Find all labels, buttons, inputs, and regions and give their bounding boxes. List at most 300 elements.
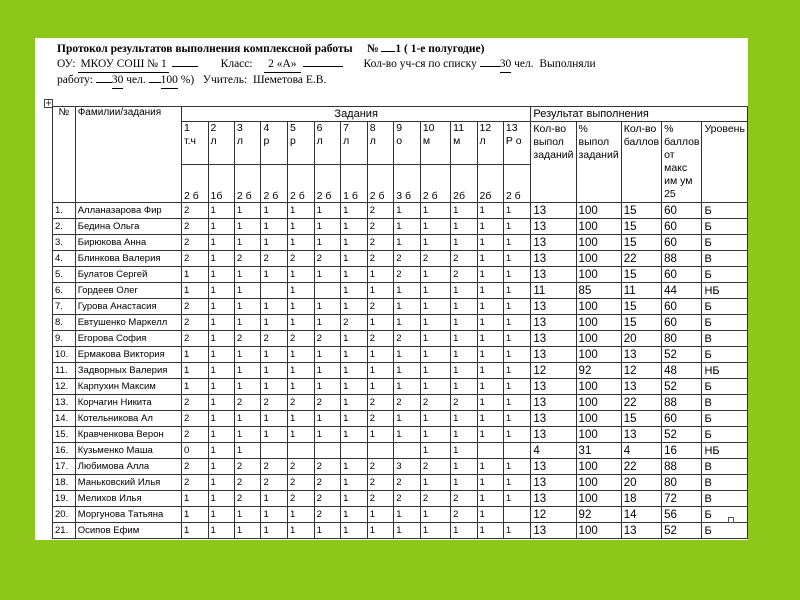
score-cell: 1 bbox=[234, 427, 261, 443]
student-name: Кравченкова Верон bbox=[75, 427, 181, 443]
task-number: 5 bbox=[290, 122, 296, 134]
result-cell: 13 bbox=[531, 251, 576, 267]
protocol-number-label: № bbox=[366, 43, 379, 55]
result-cell: 100 bbox=[576, 523, 621, 539]
score-cell: 1 bbox=[234, 363, 261, 379]
task-number: 13 bbox=[505, 122, 518, 134]
result-cell: 80 bbox=[662, 475, 702, 491]
score-cell: 1 bbox=[314, 267, 341, 283]
header-row-1 bbox=[53, 107, 748, 122]
score-cell: 1 bbox=[477, 315, 503, 331]
student-name: Бедина Ольга bbox=[75, 219, 181, 235]
score-cell: 2 bbox=[314, 395, 341, 411]
col-no-header: № bbox=[53, 107, 76, 203]
score-cell: 1 bbox=[208, 299, 234, 315]
student-name: Блинкова Валерия bbox=[75, 251, 181, 267]
level-cell: Б bbox=[702, 523, 748, 539]
result-cell: 60 bbox=[662, 411, 702, 427]
task-header-cell bbox=[451, 122, 477, 165]
score-cell: 1 bbox=[181, 491, 208, 507]
document-page bbox=[35, 38, 748, 540]
score-cell: 2 bbox=[181, 395, 208, 411]
score-cell: 2 bbox=[314, 331, 341, 347]
score-cell: 1 bbox=[503, 315, 531, 331]
score-cell: 1 bbox=[208, 363, 234, 379]
result-header-cell: % выпол заданий bbox=[576, 122, 621, 203]
result-cell: 12 bbox=[531, 507, 576, 523]
score-cell: 2 bbox=[234, 491, 261, 507]
table-row bbox=[53, 507, 748, 523]
result-cell: 15 bbox=[621, 219, 661, 235]
score-cell: 1 bbox=[234, 507, 261, 523]
ou-label: ОУ: bbox=[57, 58, 76, 70]
score-cell: 1 bbox=[503, 411, 531, 427]
score-cell: 2 bbox=[261, 459, 288, 475]
task-number: 10 bbox=[422, 122, 435, 134]
table-row bbox=[53, 491, 748, 507]
task-header-cell bbox=[503, 122, 531, 165]
score-cell: 1 bbox=[181, 267, 208, 283]
score-cell: 2 bbox=[394, 491, 421, 507]
task-number: 4 bbox=[263, 122, 270, 134]
result-cell: 22 bbox=[621, 395, 661, 411]
score-cell: 1 bbox=[341, 235, 368, 251]
score-cell: 2 bbox=[367, 475, 394, 491]
result-header-cell: % баллов от макс им ум 25 bbox=[662, 122, 702, 203]
row-number: 14. bbox=[53, 411, 76, 427]
score-cell: 1 bbox=[477, 395, 503, 411]
row-number: 8. bbox=[53, 315, 76, 331]
result-cell: 100 bbox=[576, 219, 621, 235]
score-cell: 1 bbox=[451, 427, 477, 443]
score-cell: 1 bbox=[477, 235, 503, 251]
score-cell bbox=[261, 283, 288, 299]
score-cell: 1 bbox=[314, 219, 341, 235]
level-cell: В bbox=[702, 459, 748, 475]
table-row bbox=[53, 219, 748, 235]
score-cell: 1 bbox=[477, 363, 503, 379]
class-label: Класс: bbox=[220, 58, 253, 70]
result-cell: 92 bbox=[576, 363, 621, 379]
score-cell: 1 bbox=[208, 203, 234, 219]
result-cell: 13 bbox=[621, 523, 661, 539]
score-cell: 1 bbox=[208, 411, 234, 427]
result-cell: 52 bbox=[662, 347, 702, 363]
score-cell: 2 bbox=[314, 251, 341, 267]
score-cell: 1 bbox=[341, 331, 368, 347]
result-cell: 52 bbox=[662, 379, 702, 395]
table-row bbox=[53, 299, 748, 315]
did-work-line bbox=[57, 73, 727, 89]
score-cell: 1 bbox=[420, 283, 450, 299]
score-cell: 1 bbox=[314, 299, 341, 315]
result-cell: 44 bbox=[662, 283, 702, 299]
task-header-cell bbox=[420, 122, 450, 165]
task-header-cell bbox=[288, 122, 315, 165]
score-cell: 1 bbox=[451, 331, 477, 347]
teacher-label: Учитель: bbox=[202, 74, 248, 86]
score-cell: 1 bbox=[208, 491, 234, 507]
result-cell: 15 bbox=[621, 203, 661, 219]
score-cell: 1 bbox=[367, 379, 394, 395]
score-cell: 2 bbox=[394, 331, 421, 347]
level-cell: Б bbox=[702, 507, 748, 523]
level-cell: Б bbox=[702, 315, 748, 331]
score-cell: 1 bbox=[367, 347, 394, 363]
score-cell: 1 bbox=[394, 379, 421, 395]
result-cell: 60 bbox=[662, 235, 702, 251]
task-number: 2 bbox=[210, 122, 217, 134]
score-cell: 1 bbox=[314, 363, 341, 379]
score-cell: 1 bbox=[234, 411, 261, 427]
score-cell: 1 bbox=[367, 283, 394, 299]
score-cell: 2 bbox=[367, 219, 394, 235]
task-header-cell bbox=[314, 122, 341, 165]
result-cell: 13 bbox=[531, 379, 576, 395]
table-row bbox=[53, 523, 748, 539]
score-cell: 2 bbox=[367, 491, 394, 507]
row-number: 5. bbox=[53, 267, 76, 283]
table-row bbox=[53, 379, 748, 395]
score-cell: 1 bbox=[341, 427, 368, 443]
score-cell: 2 bbox=[451, 491, 477, 507]
score-cell: 1 bbox=[314, 427, 341, 443]
score-cell: 2 bbox=[181, 299, 208, 315]
task-code: л bbox=[479, 135, 486, 147]
table-row bbox=[53, 235, 748, 251]
score-cell: 1 bbox=[367, 523, 394, 539]
did-work-unit: чел. bbox=[126, 74, 146, 86]
score-cell: 1 bbox=[261, 411, 288, 427]
row-number: 17. bbox=[53, 459, 76, 475]
score-cell: 1 bbox=[208, 315, 234, 331]
score-cell: 1 bbox=[261, 379, 288, 395]
score-cell: 1 bbox=[341, 379, 368, 395]
score-cell: 2 bbox=[181, 331, 208, 347]
score-cell: 1 bbox=[367, 507, 394, 523]
result-cell: 13 bbox=[531, 203, 576, 219]
score-cell: 1 bbox=[234, 267, 261, 283]
score-cell: 2 bbox=[181, 219, 208, 235]
level-cell: НБ bbox=[702, 443, 748, 459]
school-class-line bbox=[57, 57, 727, 73]
score-cell: 1 bbox=[394, 235, 421, 251]
result-cell: 15 bbox=[621, 235, 661, 251]
task-code: л bbox=[210, 135, 217, 147]
task-points: 2 б bbox=[234, 164, 261, 202]
score-cell: 1 bbox=[451, 475, 477, 491]
result-cell: 100 bbox=[576, 331, 621, 347]
score-cell: 1 bbox=[394, 299, 421, 315]
col-name-header: Фамилии/задания bbox=[75, 107, 181, 203]
score-cell: 1 bbox=[234, 203, 261, 219]
score-cell: 1 bbox=[181, 523, 208, 539]
task-code: м bbox=[422, 135, 431, 147]
score-cell: 1 bbox=[341, 299, 368, 315]
score-cell: 1 bbox=[341, 219, 368, 235]
did-work-label-2: работу: bbox=[57, 74, 93, 86]
result-cell: 11 bbox=[531, 283, 576, 299]
row-number: 2. bbox=[53, 219, 76, 235]
result-cell: 13 bbox=[531, 219, 576, 235]
score-cell: 1 bbox=[208, 331, 234, 347]
result-cell: 100 bbox=[576, 475, 621, 491]
score-cell: 1 bbox=[394, 219, 421, 235]
score-cell: 1 bbox=[288, 411, 315, 427]
did-work-label: Выполняли bbox=[539, 58, 596, 70]
level-cell: В bbox=[702, 491, 748, 507]
result-cell: 18 bbox=[621, 491, 661, 507]
score-cell: 2 bbox=[288, 475, 315, 491]
score-cell: 1 bbox=[394, 507, 421, 523]
result-cell: 4 bbox=[531, 443, 576, 459]
score-cell: 1 bbox=[420, 235, 450, 251]
score-cell: 2 bbox=[314, 475, 341, 491]
score-cell: 1 bbox=[451, 235, 477, 251]
result-cell: 80 bbox=[662, 331, 702, 347]
table-row bbox=[53, 411, 748, 427]
score-cell: 1 bbox=[503, 219, 531, 235]
score-cell: 1 bbox=[288, 235, 315, 251]
level-cell: Б bbox=[702, 411, 748, 427]
score-cell: 1 bbox=[420, 379, 450, 395]
student-name: Егорова София bbox=[75, 331, 181, 347]
score-cell: 2 bbox=[420, 459, 450, 475]
result-cell: 100 bbox=[576, 395, 621, 411]
score-cell: 1 bbox=[341, 411, 368, 427]
row-number: 6. bbox=[53, 283, 76, 299]
score-cell: 1 bbox=[451, 203, 477, 219]
score-cell: 1 bbox=[314, 379, 341, 395]
score-cell: 2 bbox=[367, 299, 394, 315]
score-cell: 1 bbox=[394, 427, 421, 443]
table-expand-icon[interactable]: + bbox=[45, 98, 52, 109]
result-cell: 100 bbox=[576, 299, 621, 315]
did-work-percent-unit: %) bbox=[180, 74, 195, 86]
score-cell: 2 bbox=[420, 251, 450, 267]
score-cell: 2 bbox=[181, 427, 208, 443]
task-points: 1 б bbox=[341, 164, 368, 202]
result-cell: 60 bbox=[662, 267, 702, 283]
score-cell: 1 bbox=[420, 299, 450, 315]
score-cell: 1 bbox=[503, 475, 531, 491]
result-cell: 13 bbox=[531, 347, 576, 363]
score-cell: 1 bbox=[503, 299, 531, 315]
score-cell: 1 bbox=[367, 427, 394, 443]
task-points: 2 б bbox=[314, 164, 341, 202]
score-cell: 2 bbox=[234, 331, 261, 347]
result-cell: 13 bbox=[621, 379, 661, 395]
result-cell: 13 bbox=[531, 523, 576, 539]
score-cell: 1 bbox=[420, 219, 450, 235]
score-cell: 1 bbox=[503, 395, 531, 411]
student-name: Евтушенко Маркелл bbox=[75, 315, 181, 331]
score-cell: 1 bbox=[451, 523, 477, 539]
score-cell: 1 bbox=[503, 331, 531, 347]
task-number: 6 bbox=[316, 122, 323, 134]
score-cell: 1 bbox=[367, 363, 394, 379]
score-cell: 1 bbox=[181, 347, 208, 363]
score-cell: 1 bbox=[234, 235, 261, 251]
task-code: л bbox=[316, 135, 323, 147]
score-cell: 1 bbox=[420, 411, 450, 427]
score-cell: 1 bbox=[181, 283, 208, 299]
score-cell: 1 bbox=[314, 203, 341, 219]
result-cell: 13 bbox=[531, 459, 576, 475]
score-cell: 1 bbox=[288, 203, 315, 219]
result-cell: 12 bbox=[531, 363, 576, 379]
score-cell: 1 bbox=[477, 523, 503, 539]
result-cell: 100 bbox=[576, 427, 621, 443]
score-cell: 2 bbox=[314, 491, 341, 507]
list-count-value: 30 bbox=[500, 57, 512, 73]
protocol-number: 1 bbox=[395, 43, 402, 55]
score-cell: 1 bbox=[477, 427, 503, 443]
score-cell: 1 bbox=[234, 315, 261, 331]
level-cell: В bbox=[702, 475, 748, 491]
result-cell: 11 bbox=[621, 283, 661, 299]
score-cell: 1 bbox=[288, 523, 315, 539]
result-cell: 15 bbox=[621, 411, 661, 427]
score-cell: 2 bbox=[181, 459, 208, 475]
result-cell: 12 bbox=[621, 363, 661, 379]
result-cell: 31 bbox=[576, 443, 621, 459]
result-cell: 22 bbox=[621, 251, 661, 267]
protocol-title: Протокол результатов выполнения комплексной работы bbox=[57, 43, 353, 55]
score-cell: 1 bbox=[341, 283, 368, 299]
score-cell: 1 bbox=[314, 523, 341, 539]
score-cell: 1 bbox=[208, 251, 234, 267]
task-points: 2 б bbox=[420, 164, 450, 202]
score-cell: 1 bbox=[477, 347, 503, 363]
student-name: Маньковский Илья bbox=[75, 475, 181, 491]
result-cell: 22 bbox=[621, 459, 661, 475]
result-cell: 13 bbox=[531, 395, 576, 411]
list-count-label: Кол-во уч-ся по списку bbox=[363, 58, 477, 70]
result-cell: 13 bbox=[621, 427, 661, 443]
score-cell: 2 bbox=[420, 491, 450, 507]
score-cell: 3 bbox=[394, 459, 421, 475]
task-number: 9 bbox=[396, 122, 403, 134]
score-cell: 1 bbox=[234, 347, 261, 363]
score-cell: 1 bbox=[477, 299, 503, 315]
table-row bbox=[53, 443, 748, 459]
table-row bbox=[53, 267, 748, 283]
student-name: Корчагин Никита bbox=[75, 395, 181, 411]
score-cell: 2 bbox=[394, 251, 421, 267]
table-row bbox=[53, 427, 748, 443]
task-code: л bbox=[236, 135, 244, 147]
score-cell: 1 bbox=[261, 363, 288, 379]
score-cell: 1 bbox=[341, 475, 368, 491]
result-cell: 20 bbox=[621, 475, 661, 491]
score-cell: 2 bbox=[234, 251, 261, 267]
score-cell: 2 bbox=[261, 331, 288, 347]
result-cell: 100 bbox=[576, 347, 621, 363]
table-row bbox=[53, 363, 748, 379]
result-cell: 100 bbox=[576, 203, 621, 219]
score-cell bbox=[341, 443, 368, 459]
result-cell: 13 bbox=[531, 235, 576, 251]
result-cell: 100 bbox=[576, 267, 621, 283]
results-table bbox=[52, 106, 748, 539]
score-cell: 1 bbox=[451, 347, 477, 363]
row-number: 15. bbox=[53, 427, 76, 443]
score-cell: 1 bbox=[261, 219, 288, 235]
score-cell: 1 bbox=[341, 459, 368, 475]
task-points: 2 б bbox=[181, 164, 208, 202]
score-cell: 1 bbox=[288, 507, 315, 523]
score-cell: 1 bbox=[420, 427, 450, 443]
score-cell: 1 bbox=[503, 347, 531, 363]
table-row bbox=[53, 315, 748, 331]
result-cell: 85 bbox=[576, 283, 621, 299]
score-cell: 2 bbox=[367, 459, 394, 475]
did-work-percent: 100 bbox=[161, 73, 178, 89]
score-cell: 2 bbox=[288, 395, 315, 411]
protocol-period: ( 1-е полугодие) bbox=[404, 43, 485, 55]
level-cell: Б bbox=[702, 427, 748, 443]
score-cell bbox=[477, 443, 503, 459]
task-points: 2 б bbox=[367, 164, 394, 202]
result-header-cell: Кол-во выпол заданий bbox=[531, 122, 576, 203]
result-cell: 52 bbox=[662, 523, 702, 539]
score-cell: 2 bbox=[367, 331, 394, 347]
task-number: 1 bbox=[183, 122, 190, 134]
score-cell: 1 bbox=[288, 347, 315, 363]
task-header-cell bbox=[208, 122, 234, 165]
score-cell: 1 bbox=[181, 363, 208, 379]
score-cell: 2 bbox=[181, 203, 208, 219]
result-cell: 13 bbox=[531, 315, 576, 331]
level-cell: Б bbox=[702, 219, 748, 235]
task-code: о bbox=[396, 135, 403, 147]
score-cell: 1 bbox=[394, 523, 421, 539]
score-cell: 1 bbox=[503, 459, 531, 475]
col-result-header: Результат выполнения bbox=[531, 107, 748, 122]
score-cell: 2 bbox=[288, 459, 315, 475]
result-cell: 48 bbox=[662, 363, 702, 379]
score-cell: 1 bbox=[451, 283, 477, 299]
score-cell: 1 bbox=[234, 443, 261, 459]
score-cell: 1 bbox=[341, 523, 368, 539]
row-number: 7. bbox=[53, 299, 76, 315]
score-cell: 1 bbox=[208, 523, 234, 539]
score-cell: 2 bbox=[234, 395, 261, 411]
result-cell: 60 bbox=[662, 203, 702, 219]
score-cell: 1 bbox=[208, 379, 234, 395]
score-cell: 1 bbox=[234, 299, 261, 315]
score-cell: 2 bbox=[288, 491, 315, 507]
result-cell: 60 bbox=[662, 299, 702, 315]
score-cell: 2 bbox=[420, 395, 450, 411]
student-name: Моргунова Татьяна bbox=[75, 507, 181, 523]
score-cell: 2 bbox=[181, 251, 208, 267]
score-cell: 1 bbox=[451, 443, 477, 459]
score-cell: 1 bbox=[341, 395, 368, 411]
table-row bbox=[53, 395, 748, 411]
score-cell bbox=[503, 507, 531, 523]
table-row bbox=[53, 347, 748, 363]
score-cell: 2 bbox=[181, 315, 208, 331]
score-cell: 1 bbox=[503, 379, 531, 395]
level-cell: Б bbox=[702, 235, 748, 251]
score-cell: 1 bbox=[503, 363, 531, 379]
score-cell: 1 bbox=[420, 523, 450, 539]
score-cell: 0 bbox=[181, 443, 208, 459]
score-cell bbox=[503, 443, 531, 459]
result-cell: 13 bbox=[531, 267, 576, 283]
